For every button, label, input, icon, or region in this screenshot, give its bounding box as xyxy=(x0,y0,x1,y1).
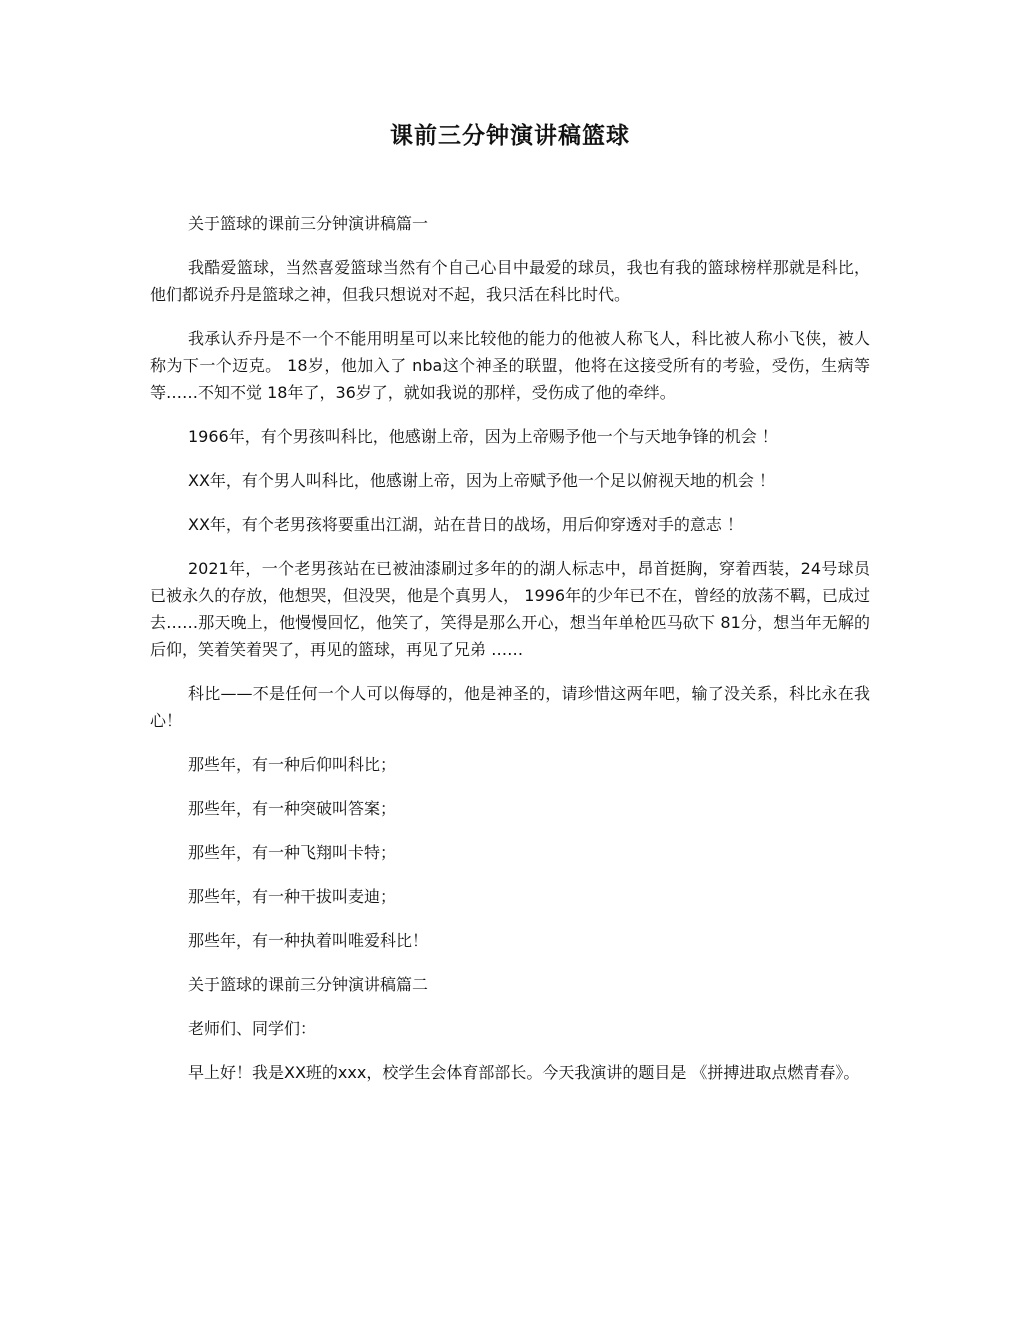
paragraph: XX年，有个男人叫科比，他感谢上帝，因为上帝赋予他一个足以俯视天地的机会 ！ xyxy=(188,471,776,490)
paragraph: 那些年，有一种突破叫答案； xyxy=(188,799,397,818)
paragraph: 1966年，有个男孩叫科比，他感谢上帝，因为上帝赐予他一个与天地争锋的机会 ！ xyxy=(188,427,778,446)
section-heading: 关于篮球的课前三分钟演讲稿篇二 xyxy=(188,975,429,994)
paragraph: 早上好！我是XX班的xxx，校学生会体育部部长。今天我演讲的题目是 《拼搏进取点燃青春》。 xyxy=(188,1063,860,1082)
paragraph: 科比——不是任何一个人可以侮辱的，他是神圣的，请珍惜这两年吧，输了没关系，科比永在我心！ xyxy=(150,684,870,730)
document-body xyxy=(150,210,870,1103)
paragraph: 我承认乔丹是不一个不能用明星可以来比较他的能力的他被人称飞人，科比被人称小飞侠，被人称为下一个迈克。 18岁，他加入了 nba这个神圣的联盟，他将在这接受所有的考验，受伤，生病等等……不知不觉 18年了，36岁了，就如我说的那样，受伤成了他的牵绊。 xyxy=(150,329,870,402)
section-heading: 关于篮球的课前三分钟演讲稿篇一 xyxy=(188,214,429,233)
paragraph: 那些年，有一种执着叫唯爱科比！ xyxy=(188,931,429,950)
paragraph: 那些年，有一种飞翔叫卡特； xyxy=(188,843,397,862)
paragraph: XX年，有个老男孩将要重出江湖，站在昔日的战场，用后仰穿透对手的意志 ！ xyxy=(188,515,744,534)
paragraph: 我酷爱篮球，当然喜爱篮球当然有个自己心目中最爱的球员，我也有我的篮球榜样那就是科比，他们都说乔丹是篮球之神，但我只想说对不起，我只活在科比时代。 xyxy=(150,258,870,304)
paragraph: 2021年，一个老男孩站在已被油漆刷过多年的的湖人标志中，昂首挺胸，穿着西装，24号球员已被永久的存放，他想哭，但没哭，他是个真男人， 1996年的少年已不在，曾经的放荡不羁，已成过去……那天晚上，他慢慢回忆，他笑了，笑得是那么开心，想当年单枪匹马砍下 81分，想当年无解的后仰，笑着笑着哭了，再见的篮球，再见了兄弟 …… xyxy=(150,559,870,659)
document-title: 课前三分钟演讲稿篮球 xyxy=(390,123,630,149)
paragraph: 那些年，有一种干拔叫麦迪； xyxy=(188,887,397,906)
paragraph: 那些年，有一种后仰叫科比； xyxy=(188,755,397,774)
paragraph: 老师们、同学们： xyxy=(188,1019,317,1038)
